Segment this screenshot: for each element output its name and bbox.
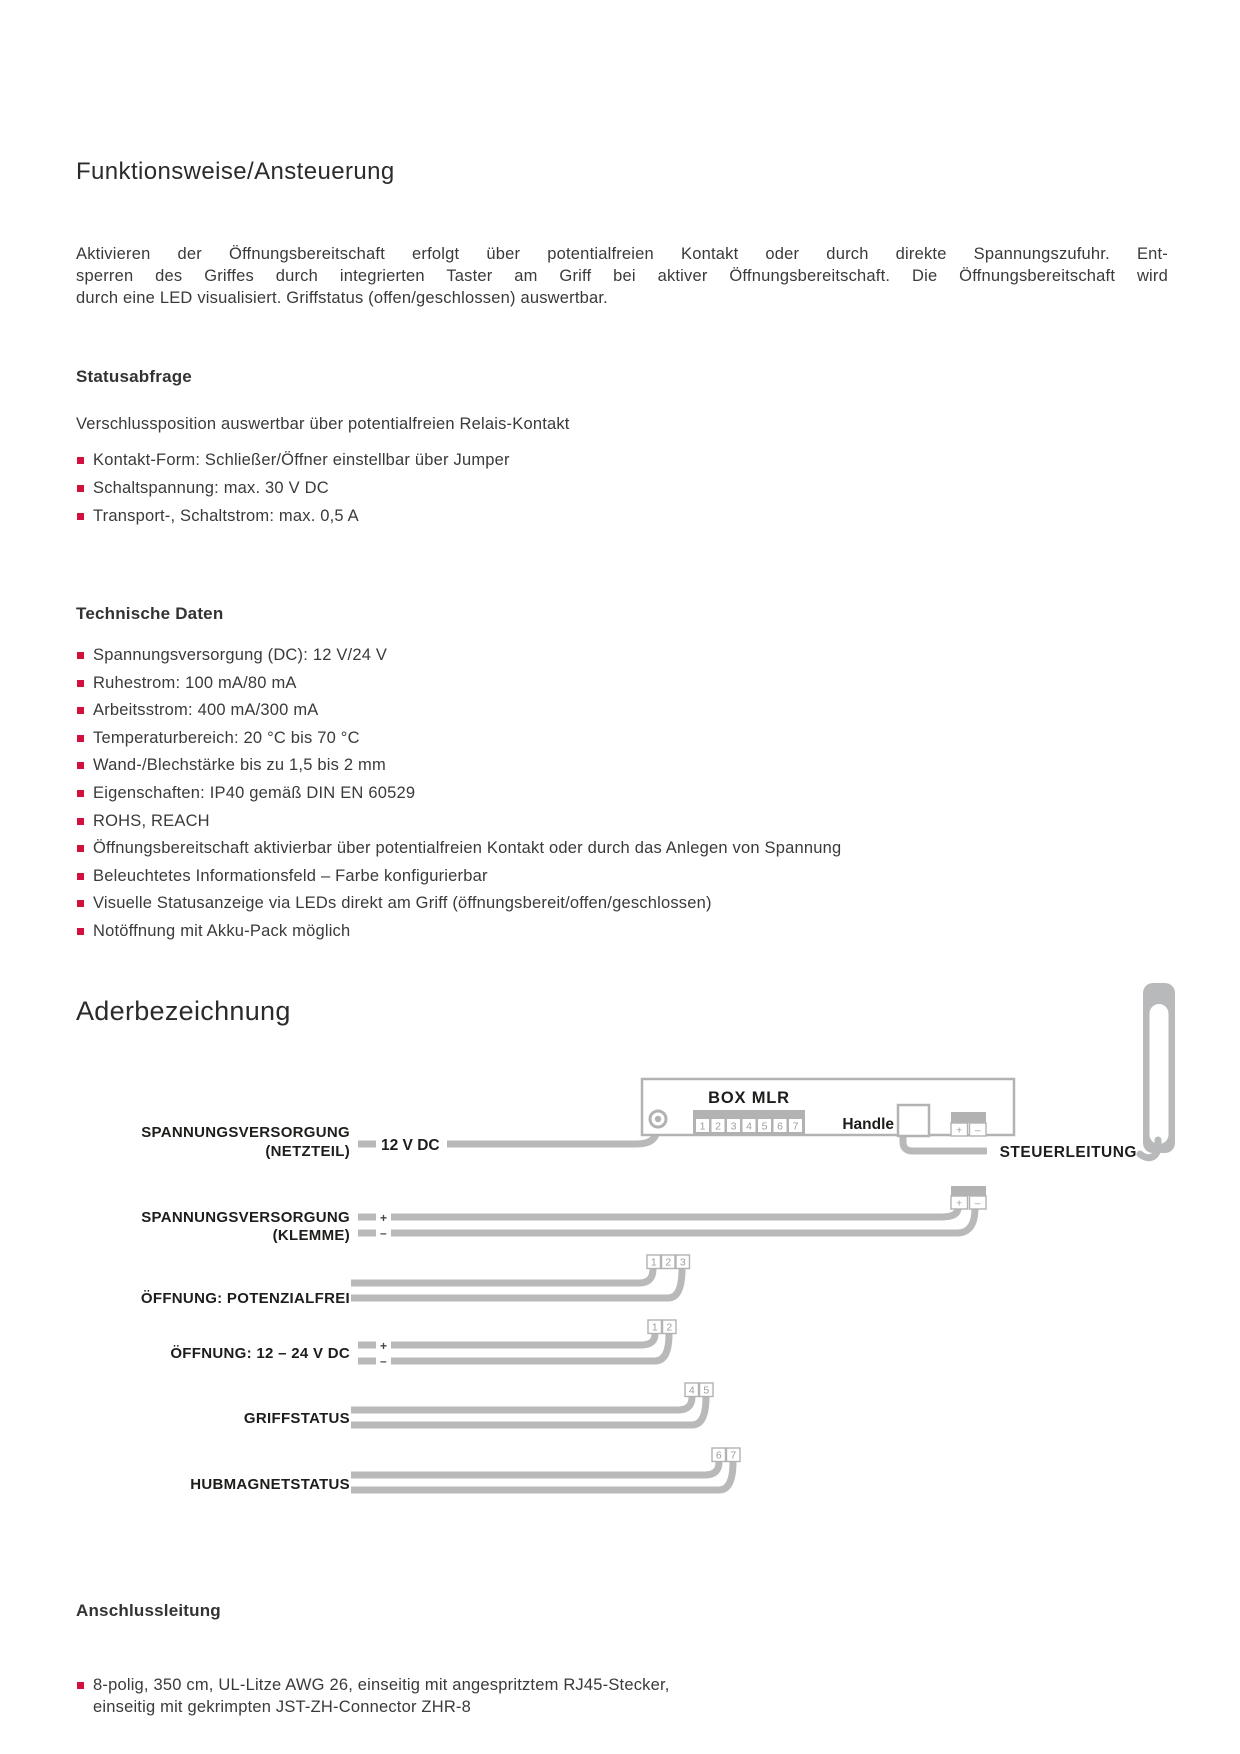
wire xyxy=(351,1462,719,1475)
bullet-text: Spannungsversorgung (DC): 12 V/24 V xyxy=(93,646,388,664)
bullet-text: Temperaturbereich: 20 °C bis 70 °C xyxy=(93,728,360,747)
row-label: (KLEMME) xyxy=(272,1227,350,1244)
bullet-text: Öffnungsbereitschaft aktivierbar über potentialfreien Kontakt oder durch das Anlegen von Spannung xyxy=(93,839,842,858)
minus-mark: – xyxy=(380,1226,387,1240)
box-mlr-label: BOX MLR xyxy=(708,1089,790,1107)
screw-icon-center xyxy=(655,1116,661,1122)
plusminus-connector-1-bar xyxy=(951,1112,986,1123)
pin-6-label: 6 xyxy=(777,1120,783,1133)
pin-2-label: 2 xyxy=(715,1120,721,1133)
bullet-text: Wand-/Blechstärke bis zu 1,5 bis 2 mm xyxy=(93,756,386,775)
plus-mark: + xyxy=(380,1211,388,1225)
anschlussleitung-line: einseitig mit gekrimpten JST-ZH-Connector ZHR-8 xyxy=(93,1698,472,1716)
wire xyxy=(351,1397,692,1410)
handle-capsule-inner xyxy=(1150,1004,1169,1144)
row-label: HUBMAGNETSTATUS xyxy=(190,1476,350,1493)
pin-3-label: 3 xyxy=(730,1120,737,1133)
connector-pin-1-label: 1 xyxy=(650,1256,657,1269)
steuerleitung-label: STEUERLEITUNG xyxy=(999,1144,1137,1161)
bullet-text: Beleuchtetes Informationsfeld – Farbe konfigurierbar xyxy=(93,866,488,885)
aderbezeichnung-heading: Aderbezeichnung xyxy=(76,996,291,1026)
plusminus-connector-1-plus: + xyxy=(956,1124,963,1137)
minus-mark: – xyxy=(380,1354,387,1368)
bullet-text: Schaltspannung: max. 30 V DC xyxy=(93,479,329,497)
bullet-text: Ruhestrom: 100 mA/80 mA xyxy=(93,673,297,692)
anschlussleitung-heading: Anschlussleitung xyxy=(76,1601,221,1620)
connector-pin-3-label: 3 xyxy=(679,1256,686,1269)
wire xyxy=(391,1208,958,1217)
wire-voltage-label: 12 V DC xyxy=(381,1137,440,1154)
row-label: SPANNUNGSVERSORGUNG xyxy=(141,1124,350,1141)
plusminus-connector-2-plus: + xyxy=(956,1197,963,1210)
plusminus-connector-1-minus: – xyxy=(974,1124,981,1137)
anschlussleitung-text xyxy=(76,1674,670,1718)
bullet-text: Kontakt-Form: Schließer/Öffner einstellbar über Jumper xyxy=(93,451,510,469)
technische-daten-heading: Technische Daten xyxy=(76,604,224,623)
handle-label: Handle xyxy=(842,1116,894,1133)
pin-1-label: 1 xyxy=(699,1120,706,1133)
handle-connector-square xyxy=(898,1105,929,1136)
bullet-text: Arbeitsstrom: 400 mA/300 mA xyxy=(93,701,319,720)
bullet-text: Notöffnung mit Akku-Pack möglich xyxy=(93,921,351,940)
page-title: Funktionsweise/Ansteuerung xyxy=(76,158,395,185)
wire xyxy=(391,1334,655,1345)
pin-4-label: 4 xyxy=(746,1120,752,1133)
plusminus-connector-2-minus: – xyxy=(974,1197,981,1210)
bullet-text: ROHS, REACH xyxy=(93,811,210,830)
anschlussleitung-bullet xyxy=(76,1674,670,1718)
anschlussleitung-line: 8-polig, 350 cm, UL-Litze AWG 26, einseitig mit angespritztem RJ45-Stecker, xyxy=(93,1676,670,1694)
intro-line: Aktivieren der Öffnungsbereitschaft erfolgt über potentialfreien Kontakt oder durch direkte Spannungszufuhr. Ent- xyxy=(76,245,1168,263)
wire xyxy=(447,1134,656,1144)
statusabfrage-heading: Statusabfrage xyxy=(76,367,192,386)
wire xyxy=(351,1269,653,1283)
connector-pin-2-label: 2 xyxy=(665,1256,672,1269)
statusabfrage-subline: Verschlussposition auswertbar über potentialfreien Relais-Kontakt xyxy=(76,415,570,433)
intro-line: durch eine LED visualisiert. Griffstatus (offen/geschlossen) auswertbar. xyxy=(76,289,608,307)
row-label: SPANNUNGSVERSORGUNG xyxy=(141,1209,350,1226)
connector-pin-7-label: 7 xyxy=(730,1449,737,1462)
intro-line: sperren des Griffes durch integrierten Taster am Griff bei aktiver Öffnungsbereitschaft. Die Öffnungsbereitschaft wird xyxy=(76,267,1168,285)
row-label: ÖFFNUNG: POTENZIALFREI xyxy=(140,1290,350,1307)
pin-7-label: 7 xyxy=(792,1120,799,1133)
plus-mark: + xyxy=(380,1339,388,1353)
bullet-text: Visuelle Statusanzeige via LEDs direkt am Griff (öffnungsbereit/offen/geschlossen) xyxy=(93,894,712,913)
row-label: ÖFFNUNG: 12 – 24 V DC xyxy=(170,1345,350,1362)
bullet-text: Eigenschaften: IP40 gemäß DIN EN 60529 xyxy=(93,783,416,802)
connector-pin-6-label: 6 xyxy=(715,1449,722,1462)
bullet-marker xyxy=(77,1682,84,1689)
bullet-text: Transport-, Schaltstrom: max. 0,5 A xyxy=(93,507,359,525)
row-label: (NETZTEIL) xyxy=(265,1143,350,1160)
row-label: GRIFFSTATUS xyxy=(243,1410,350,1427)
pin-5-label: 5 xyxy=(761,1120,768,1133)
connector-pin-5-label: 5 xyxy=(703,1384,710,1397)
connector-pin-4-label: 4 xyxy=(688,1384,695,1397)
connector-pin-2-label: 2 xyxy=(666,1321,673,1334)
connector-pin-1-label: 1 xyxy=(651,1321,658,1334)
plusminus-connector-2-bar xyxy=(951,1186,986,1196)
